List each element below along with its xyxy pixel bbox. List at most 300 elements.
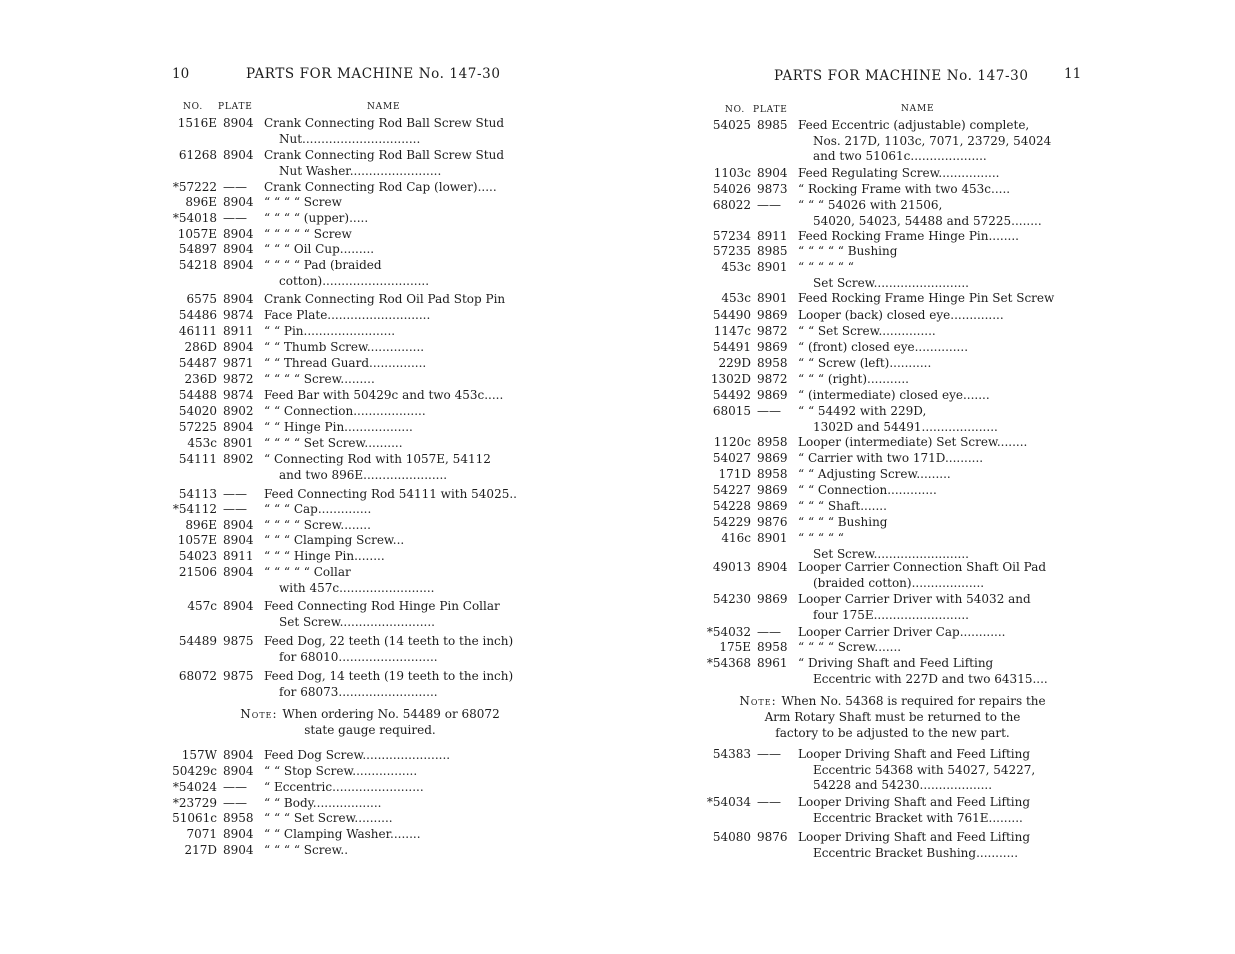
part-name	[264, 227, 506, 243]
part-name-line: “ “ Connection...................	[264, 404, 426, 418]
part-name	[264, 308, 506, 324]
part-number: 54490	[712, 308, 751, 322]
part-number: 175E	[719, 640, 751, 654]
part-number: *23729	[172, 796, 217, 810]
part-name	[264, 195, 506, 211]
col-header-plate: PLATE	[218, 102, 253, 112]
part-name-line: Feed Eccentric (adjustable) complete,	[798, 118, 1030, 132]
part-name	[798, 747, 1045, 794]
part-name-line: Looper Carrier Connection Shaft Oil Pad	[798, 560, 1047, 574]
part-name	[264, 780, 506, 796]
plate-number: 9869	[757, 340, 788, 354]
part-number: 68015	[712, 404, 751, 418]
part-name	[264, 549, 506, 565]
part-name	[264, 533, 506, 549]
part-name	[264, 292, 506, 308]
part-number: 68022	[712, 198, 751, 212]
part-name	[264, 148, 506, 179]
part-name-line: “ Eccentric........................	[264, 780, 424, 794]
part-name-line: “ “ “ “ Screw	[264, 195, 342, 209]
part-name-line: “ “ “ “ “	[798, 531, 844, 545]
part-name-line: Looper (back) closed eye..............	[798, 308, 1004, 322]
part-number: 6575	[186, 292, 217, 306]
part-name	[798, 388, 1045, 404]
part-name	[798, 260, 1045, 291]
part-name-line: and two 51061c....................	[813, 149, 987, 164]
plate-number: 9872	[757, 372, 788, 386]
part-name	[264, 827, 506, 843]
part-number: 453c	[187, 436, 217, 450]
plate-number: 9869	[757, 451, 788, 465]
part-name-line: “ Connecting Rod with 1057E, 54112	[264, 452, 491, 466]
part-number: 457c	[187, 599, 217, 613]
note	[225, 706, 515, 738]
plate-number: 8904	[223, 599, 254, 613]
part-number: 54229	[712, 515, 751, 529]
plate-number: 8904	[223, 533, 254, 547]
col-header-name: NAME	[367, 102, 401, 112]
part-number: 453c	[721, 260, 751, 274]
part-name-line: 1302D and 54491....................	[813, 419, 998, 434]
part-name-line: Feed Rocking Frame Hinge Pin........	[798, 229, 1019, 243]
part-name-line: Set Screw.........................	[813, 546, 969, 561]
part-name	[798, 340, 1045, 356]
part-name	[798, 244, 1045, 260]
part-number: 286D	[184, 340, 217, 354]
part-name	[798, 515, 1045, 531]
part-number: 54492	[712, 388, 751, 402]
plate-number: 8901	[757, 260, 788, 274]
note-line	[225, 706, 515, 722]
part-number: 61268	[178, 148, 217, 162]
plate-number: 8904	[223, 843, 254, 857]
part-number: 54228	[712, 499, 751, 513]
part-number: 1057E	[177, 533, 217, 547]
part-name	[798, 499, 1045, 515]
part-name-line: Feed Dog, 14 teeth (19 teeth to the inch)	[264, 669, 514, 683]
part-name	[798, 404, 1045, 435]
part-name-line: Feed Connecting Rod 54111 with 54025..	[264, 487, 517, 501]
part-number: 1516E	[177, 116, 217, 130]
part-number: 54027	[712, 451, 751, 465]
part-name-line: “ “ “ “ “ Bushing	[798, 244, 898, 258]
plate-number: 9875	[223, 634, 254, 648]
note-text: factory to be adjusted to the new part.	[775, 726, 1010, 740]
part-name	[798, 592, 1045, 623]
part-name-line: Feed Connecting Rod Hinge Pin Collar	[264, 599, 500, 613]
part-name-line: 54228 and 54230...................	[813, 778, 993, 793]
part-name	[264, 372, 506, 388]
part-number: 54026	[712, 182, 751, 196]
part-name-line: “ “ Hinge Pin..................	[264, 420, 413, 434]
plate-number: 8958	[757, 356, 788, 370]
plate-number: 8985	[757, 118, 788, 132]
part-number: 236D	[184, 372, 217, 386]
part-name	[264, 242, 506, 258]
part-name-line: Looper Carrier Driver Cap............	[798, 625, 1006, 639]
part-name	[264, 258, 506, 289]
note-line	[225, 722, 515, 738]
part-name-line: Crank Connecting Rod Cap (lower).....	[264, 180, 497, 194]
part-name-line: Feed Dog, 22 teeth (14 teeth to the inch)	[264, 634, 514, 648]
page-number: 10	[172, 66, 190, 82]
part-number: *57222	[172, 180, 217, 194]
plate-number: 8904	[223, 518, 254, 532]
part-name	[264, 634, 514, 665]
part-name-line: Feed Bar with 50429c and two 453c.....	[264, 388, 504, 402]
part-name-line: “ “ “ “ Set Screw..........	[264, 436, 403, 450]
part-name	[798, 182, 1045, 198]
left-page	[0, 0, 617, 954]
part-name-line: “ Carrier with two 171D..........	[798, 451, 984, 465]
part-name-line: Looper Driving Shaft and Feed Lifting	[798, 795, 1031, 809]
note-text: Arm Rotary Shaft must be returned to the	[764, 710, 1021, 724]
col-header-name: NAME	[901, 104, 935, 114]
plate-number: 8904	[223, 227, 254, 241]
page-header: PARTS FOR MACHINE No. 147-30	[774, 68, 1029, 84]
part-name-line: “ (front) closed eye..............	[798, 340, 969, 354]
part-name	[798, 308, 1045, 324]
plate-number: 8904	[223, 242, 254, 256]
part-number: 57234	[712, 229, 751, 243]
part-number: 7071	[186, 827, 217, 841]
part-name	[264, 843, 506, 859]
plate-number: ——	[757, 198, 781, 212]
part-name-line: “ “ “ (right)...........	[798, 372, 909, 386]
part-number: 171D	[718, 467, 751, 481]
part-number: *54034	[706, 795, 751, 809]
part-number: 54230	[712, 592, 751, 606]
plate-number: 9876	[757, 830, 788, 844]
plate-number: 9873	[757, 182, 788, 196]
plate-number: 8985	[757, 244, 788, 258]
part-name-line: for 68010..........................	[279, 649, 438, 664]
part-number: 157W	[181, 748, 217, 762]
part-name-line: “ “ “ “ Pad (braided	[264, 258, 382, 272]
plate-number: ——	[223, 211, 247, 225]
part-name	[264, 404, 506, 420]
plate-number: ——	[223, 487, 247, 501]
plate-number: 8958	[757, 467, 788, 481]
part-name-line: “ “ Thumb Screw...............	[264, 340, 425, 354]
part-name	[798, 795, 1045, 826]
part-name	[798, 625, 1045, 641]
plate-number: 8902	[223, 452, 254, 466]
part-name	[798, 451, 1045, 467]
part-name	[798, 531, 1045, 562]
plate-number: 8904	[223, 748, 254, 762]
part-name	[798, 291, 1055, 307]
plate-number: 8904	[223, 764, 254, 778]
part-name-line: “ “ “ “ Bushing	[798, 515, 888, 529]
part-name	[264, 796, 506, 812]
part-name-line: Nos. 217D, 1103c, 7071, 23729, 54024	[813, 133, 1052, 148]
part-name	[264, 340, 506, 356]
part-name-line: “ “ “ “ Screw..	[264, 843, 349, 857]
note-text: When No. 54368 is required for repairs the	[781, 694, 1046, 708]
plate-number: 9874	[223, 388, 254, 402]
part-name	[798, 830, 1045, 861]
part-number: 1302D	[710, 372, 751, 386]
part-name	[798, 229, 1045, 245]
part-number: 54486	[178, 308, 217, 322]
plate-number: 8961	[757, 656, 788, 670]
part-name	[798, 198, 1045, 229]
plate-number: 8904	[223, 148, 254, 162]
part-name	[264, 599, 506, 630]
page-header: PARTS FOR MACHINE No. 147-30	[246, 66, 501, 82]
note-label: Note:	[739, 694, 782, 708]
part-number: 54023	[178, 549, 217, 563]
part-number: 51061c	[172, 811, 217, 825]
part-number: 50429c	[172, 764, 217, 778]
note	[735, 693, 1050, 741]
part-name	[264, 748, 506, 764]
plate-number: 8902	[223, 404, 254, 418]
part-number: *54112	[172, 502, 217, 516]
plate-number: 8958	[757, 640, 788, 654]
part-number: 896E	[185, 195, 217, 209]
part-number: 54020	[178, 404, 217, 418]
part-name	[264, 180, 506, 196]
plate-number: 8904	[223, 258, 254, 272]
plate-number: 9872	[757, 324, 788, 338]
part-name	[264, 420, 506, 436]
part-name-line: Eccentric with 227D and two 64315....	[813, 671, 1048, 686]
part-number: 54218	[178, 258, 217, 272]
part-number: 21506	[178, 565, 217, 579]
plate-number: ——	[223, 180, 247, 194]
part-name-line: “ “ Connection.............	[798, 483, 937, 497]
note-text: state gauge required.	[304, 723, 436, 737]
part-name-line: Nut Washer........................	[279, 163, 442, 178]
part-name	[264, 811, 506, 827]
part-number: 54491	[712, 340, 751, 354]
part-number: 1147c	[713, 324, 751, 338]
plate-number: ——	[757, 625, 781, 639]
part-name-line: Face Plate...........................	[264, 308, 431, 322]
part-number: 54383	[712, 747, 751, 761]
part-number: 54487	[178, 356, 217, 370]
part-name-line: “ “ 54492 with 229D,	[798, 404, 927, 418]
part-name-line: Feed Dog Screw.......................	[264, 748, 451, 762]
part-name	[264, 502, 506, 518]
part-number: 46111	[178, 324, 217, 338]
part-name-line: “ Driving Shaft and Feed Lifting	[798, 656, 994, 670]
part-number: 49013	[712, 560, 751, 574]
part-name-line: “ “ Thread Guard...............	[264, 356, 427, 370]
part-name	[798, 166, 1045, 182]
part-number: 896E	[185, 518, 217, 532]
part-name	[264, 487, 517, 503]
part-number: 54080	[712, 830, 751, 844]
plate-number: 9869	[757, 499, 788, 513]
part-name-line: Set Screw.........................	[813, 275, 969, 290]
part-name-line: Eccentric 54368 with 54027, 54227,	[813, 762, 1036, 777]
plate-number: 8904	[223, 116, 254, 130]
part-name-line: 54020, 54023, 54488 and 57225........	[813, 213, 1042, 228]
part-name	[264, 764, 506, 780]
plate-number: 9869	[757, 388, 788, 402]
plate-number: 8904	[223, 565, 254, 579]
plate-number: 8904	[223, 420, 254, 434]
part-name-line: “ “ “ “ “ “	[798, 260, 854, 274]
part-name-line: “ “ Pin........................	[264, 324, 396, 338]
part-number: 54111	[178, 452, 217, 466]
part-name-line: “ “ “ Cap..............	[264, 502, 372, 516]
col-header-plate: PLATE	[753, 105, 788, 115]
plate-number: 8904	[223, 195, 254, 209]
plate-number: 8911	[757, 229, 788, 243]
part-name	[798, 640, 1045, 656]
part-number: 1120c	[713, 435, 751, 449]
part-name-line: (braided cotton)...................	[813, 575, 985, 590]
part-name-line: “ “ “ “ “ Collar	[264, 565, 351, 579]
part-name-line: “ “ “ “ (upper).....	[264, 211, 369, 225]
part-number: 217D	[184, 843, 217, 857]
plate-number: 8904	[757, 560, 788, 574]
plate-number: 8901	[757, 531, 788, 545]
part-name	[798, 560, 1045, 591]
part-number: 229D	[718, 356, 751, 370]
note-line	[735, 725, 1050, 741]
part-name-line: Looper Driving Shaft and Feed Lifting	[798, 830, 1031, 844]
part-name	[798, 467, 1045, 483]
part-name-line: “ “ “ “ Screw.........	[264, 372, 375, 386]
plate-number: ——	[757, 747, 781, 761]
part-name-line: cotton)............................	[279, 273, 430, 288]
part-number: 54025	[712, 118, 751, 132]
part-name	[264, 436, 506, 452]
part-name-line: “ “ “ Shaft.......	[798, 499, 887, 513]
plate-number: 8904	[223, 827, 254, 841]
part-name-line: “ “ Adjusting Screw.........	[798, 467, 951, 481]
note-text: When ordering No. 54489 or 68072	[282, 707, 500, 721]
part-number: 1103c	[713, 166, 751, 180]
part-name-line: Set Screw.........................	[279, 614, 435, 629]
part-number: 54113	[178, 487, 217, 501]
part-name	[798, 118, 1052, 165]
plate-number: ——	[223, 796, 247, 810]
part-name	[264, 452, 506, 483]
plate-number: 9872	[223, 372, 254, 386]
part-name-line: “ “ Stop Screw.................	[264, 764, 418, 778]
part-name-line: Crank Connecting Rod Ball Screw Stud	[264, 148, 504, 162]
part-name	[798, 435, 1045, 451]
part-name-line: “ “ “ Clamping Screw...	[264, 533, 405, 547]
plate-number: ——	[223, 502, 247, 516]
plate-number: 8901	[223, 436, 254, 450]
part-name	[264, 116, 506, 147]
plate-number: 9869	[757, 592, 788, 606]
part-name-line: Looper Carrier Driver with 54032 and	[798, 592, 1031, 606]
plate-number: 9876	[757, 515, 788, 529]
plate-number: 8904	[757, 166, 788, 180]
part-number: *54018	[172, 211, 217, 225]
part-name	[798, 656, 1048, 687]
part-name	[798, 483, 1045, 499]
part-number: 68072	[178, 669, 217, 683]
part-name	[798, 372, 1045, 388]
part-name-line: Feed Rocking Frame Hinge Pin Set Screw	[798, 291, 1055, 305]
part-name-line: “ “ Screw (left)...........	[798, 356, 932, 370]
plate-number: 8904	[223, 340, 254, 354]
plate-number: 9871	[223, 356, 254, 370]
part-name	[264, 388, 506, 404]
part-number: 416c	[721, 531, 751, 545]
part-name-line: “ “ “ Oil Cup.........	[264, 242, 375, 256]
part-number: 1057E	[177, 227, 217, 241]
part-name	[264, 669, 514, 700]
part-name-line: Looper Driving Shaft and Feed Lifting	[798, 747, 1031, 761]
part-name	[264, 518, 506, 534]
part-name	[264, 324, 506, 340]
part-number: 54488	[178, 388, 217, 402]
part-name-line: “ “ “ 54026 with 21506,	[798, 198, 943, 212]
part-number: 57225	[178, 420, 217, 434]
part-name-line: Eccentric Bracket Bushing...........	[813, 845, 1019, 860]
plate-number: 8904	[223, 292, 254, 306]
plate-number: ——	[757, 404, 781, 418]
plate-number: 9874	[223, 308, 254, 322]
part-name-line: four 175E.........................	[813, 607, 969, 622]
page-number: 11	[1064, 66, 1082, 82]
part-number: 453c	[721, 291, 751, 305]
plate-number: 8958	[223, 811, 254, 825]
part-name-line: “ “ Body..................	[264, 796, 382, 810]
plate-number: 8901	[757, 291, 788, 305]
part-number: 54897	[178, 242, 217, 256]
part-name-line: Eccentric Bracket with 761E.........	[813, 810, 1023, 825]
part-name	[798, 356, 1045, 372]
right-page	[617, 0, 1235, 954]
plate-number: ——	[223, 780, 247, 794]
part-name-line: “ (intermediate) closed eye.......	[798, 388, 990, 402]
part-name-line: “ “ Clamping Washer........	[264, 827, 421, 841]
plate-number: 8958	[757, 435, 788, 449]
note-line	[735, 709, 1050, 725]
plate-number: 9869	[757, 308, 788, 322]
plate-number: 8911	[223, 324, 254, 338]
part-number: 54227	[712, 483, 751, 497]
part-number: *54024	[172, 780, 217, 794]
part-name-line: “ “ “ “ Screw........	[264, 518, 371, 532]
part-name	[264, 356, 506, 372]
note-label: Note:	[240, 707, 283, 721]
part-name-line: Feed Regulating Screw................	[798, 166, 1000, 180]
part-name-line: for 68073..........................	[279, 684, 438, 699]
part-name-line: “ “ “ Hinge Pin........	[264, 549, 385, 563]
part-name-line: Crank Connecting Rod Oil Pad Stop Pin	[264, 292, 506, 306]
part-name-line: “ “ “ “ Screw.......	[798, 640, 902, 654]
note-line	[735, 693, 1050, 709]
part-number: 57235	[712, 244, 751, 258]
part-number: *54368	[706, 656, 751, 670]
plate-number: 8911	[223, 549, 254, 563]
plate-number: 9869	[757, 483, 788, 497]
part-name-line: Nut...............................	[279, 131, 421, 146]
col-header-no: NO.	[725, 105, 745, 115]
part-number: 54489	[178, 634, 217, 648]
part-name-line: and two 896E......................	[279, 467, 448, 482]
part-name	[264, 565, 506, 596]
part-name	[798, 324, 1045, 340]
part-name	[264, 211, 506, 227]
part-name-line: “ “ “ Set Screw..........	[264, 811, 393, 825]
part-name-line: “ “ Set Screw...............	[798, 324, 936, 338]
plate-number: 9875	[223, 669, 254, 683]
col-header-no: NO.	[183, 102, 203, 112]
